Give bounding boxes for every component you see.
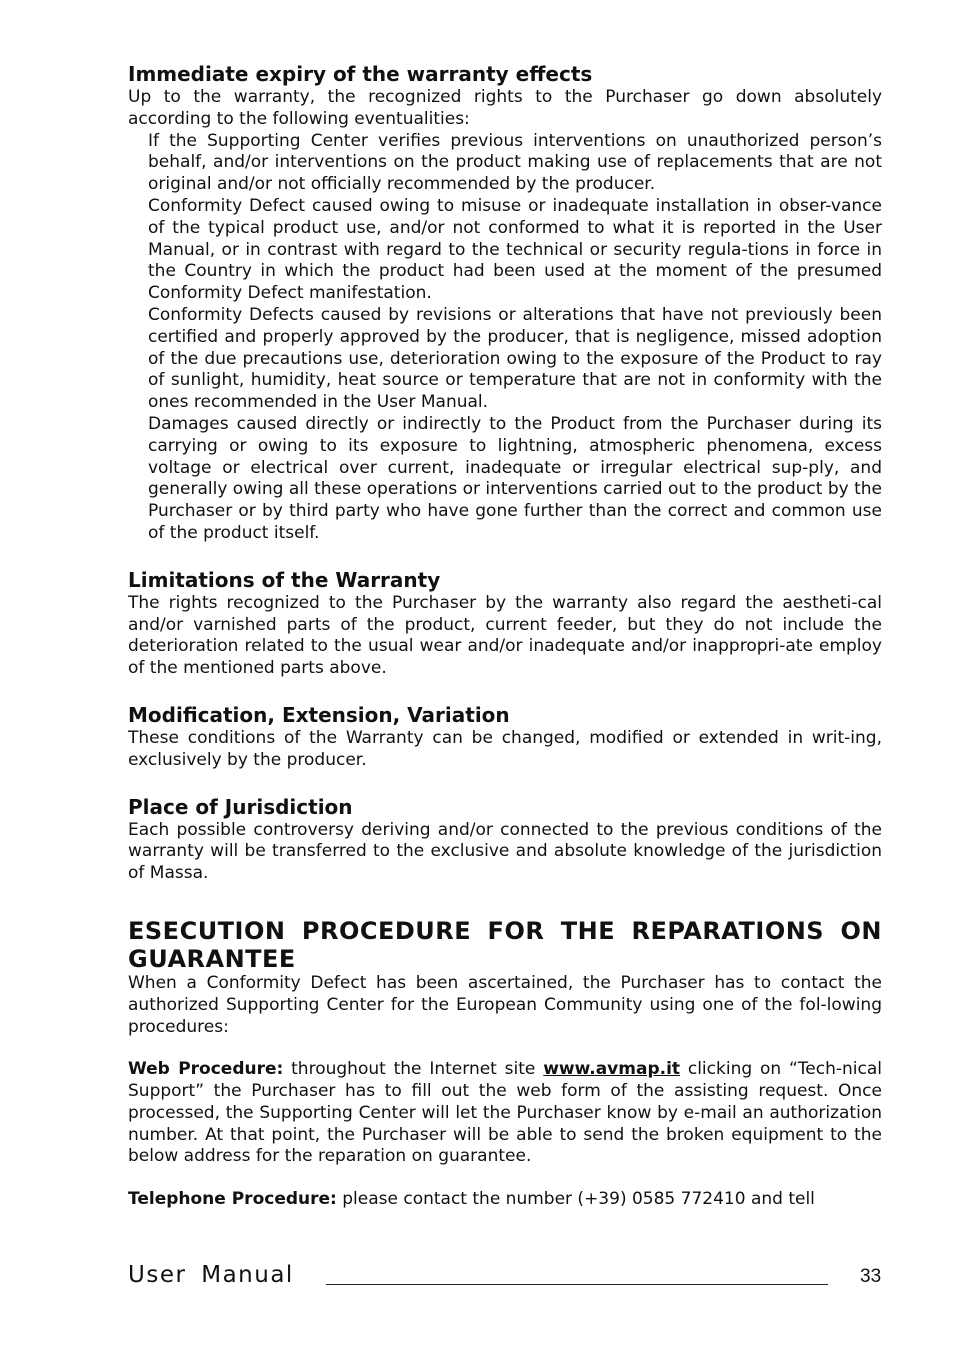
expiry-intro: Up to the warranty, the recognized rights to the Purchaser go down absolutely according to the following eventualities: (128, 87, 882, 129)
procedure-intro: When a Conformity Defect has been ascertained, the Purchaser has to contact the authorized Supporting Center for the European Community using one of the fol-lowing procedures: (128, 972, 882, 1037)
phone-procedure-text: please contact the number (+39) 0585 772410 and tell (336, 1189, 815, 1210)
footer-rule (326, 1284, 828, 1285)
heading-procedure: ESECUTION PROCEDURE FOR THE REPARATIONS ON GUARANTEE (128, 916, 882, 973)
phone-procedure-paragraph (128, 1189, 882, 1211)
heading-limitations: Limitations of the Warranty (128, 567, 441, 592)
page-number: 33 (860, 1266, 882, 1287)
heading-expiry: Immediate expiry of the warranty effects (128, 62, 593, 86)
heading-jurisdiction: Place of Jurisdiction (128, 794, 353, 819)
web-procedure-label: Web Procedure: (128, 1059, 284, 1080)
avmap-website-link[interactable]: www.avmap.it (543, 1059, 681, 1080)
web-procedure-text-pre: throughout the Internet site (283, 1059, 544, 1080)
web-procedure-text-post: clicking on “Tech-nical Support” the Purchaser has to fill out the web form of the assisting request. Once processed, the Supporting Center will let the Purchaser know by e-mail an authorization number. At that point, the Purchaser will be able to send the broken equipment to the below address for the reparation on guarantee. (128, 1059, 882, 1167)
page-content (128, 61, 882, 1211)
heading-modification: Modification, Extension, Variation (128, 702, 510, 727)
expiry-item-3: Conformity Defects caused by revisions or alterations that have not previously been certified and properly approved by the producer, that is negligence, missed adoption of the due precautions use, deterioration owing to the exposure of the Product to ray of sunlight, humidity, heat source or temperature that are not in conformity with the ones recommended in the User Manual. (148, 304, 882, 413)
expiry-item-4: Damages caused directly or indirectly to the Product from the Purchaser during its carrying or owing to its exposure to lightning, atmospheric phenomena, excess voltage or electrical over current, inadequate or irregular electrical sup-ply, and generally owing all these operations or interventions carried out to the product by the Purchaser or by third party who have gone further than the correct and common use of the product itself. (148, 413, 882, 543)
jurisdiction-body: Each possible controversy deriving and/or connected to the previous conditions of the warranty will be transferred to the exclusive and absolute knowledge of the jurisdiction of Massa. (128, 819, 882, 884)
limitations-body: The rights recognized to the Purchaser by the warranty also regard the aestheti-cal and/or varnished parts of the product, current feeder, but they do not include the deterioration related to the usual wear and/or inadequate and/or inappropri-ate employ of the mentioned parts above. (128, 592, 882, 679)
expiry-item-2: Conformity Defect caused owing to misuse or inadequate installation in obser-vance of the typical product use, and/or not conformed to what it is reported in the User Manual, or in contrast with regard to the technical or security regula-tions in force in the Country in which the product had been used at the moment of the presumed Conformity Defect manifestation. (148, 195, 882, 304)
phone-procedure-label: Telephone Procedure: (128, 1189, 337, 1210)
modification-body: These conditions of the Warranty can be changed, modified or extended in writ-ing, exclusively by the producer. (128, 727, 882, 770)
footer-title: User Manual (128, 1262, 294, 1288)
expiry-item-1: If the Supporting Center verifies previous interventions on unauthorized person’s behalf, and/or interventions on the product making use of replacements that are not original and/or not officially recommended by the producer. (148, 130, 882, 195)
web-procedure-paragraph (128, 1059, 882, 1168)
